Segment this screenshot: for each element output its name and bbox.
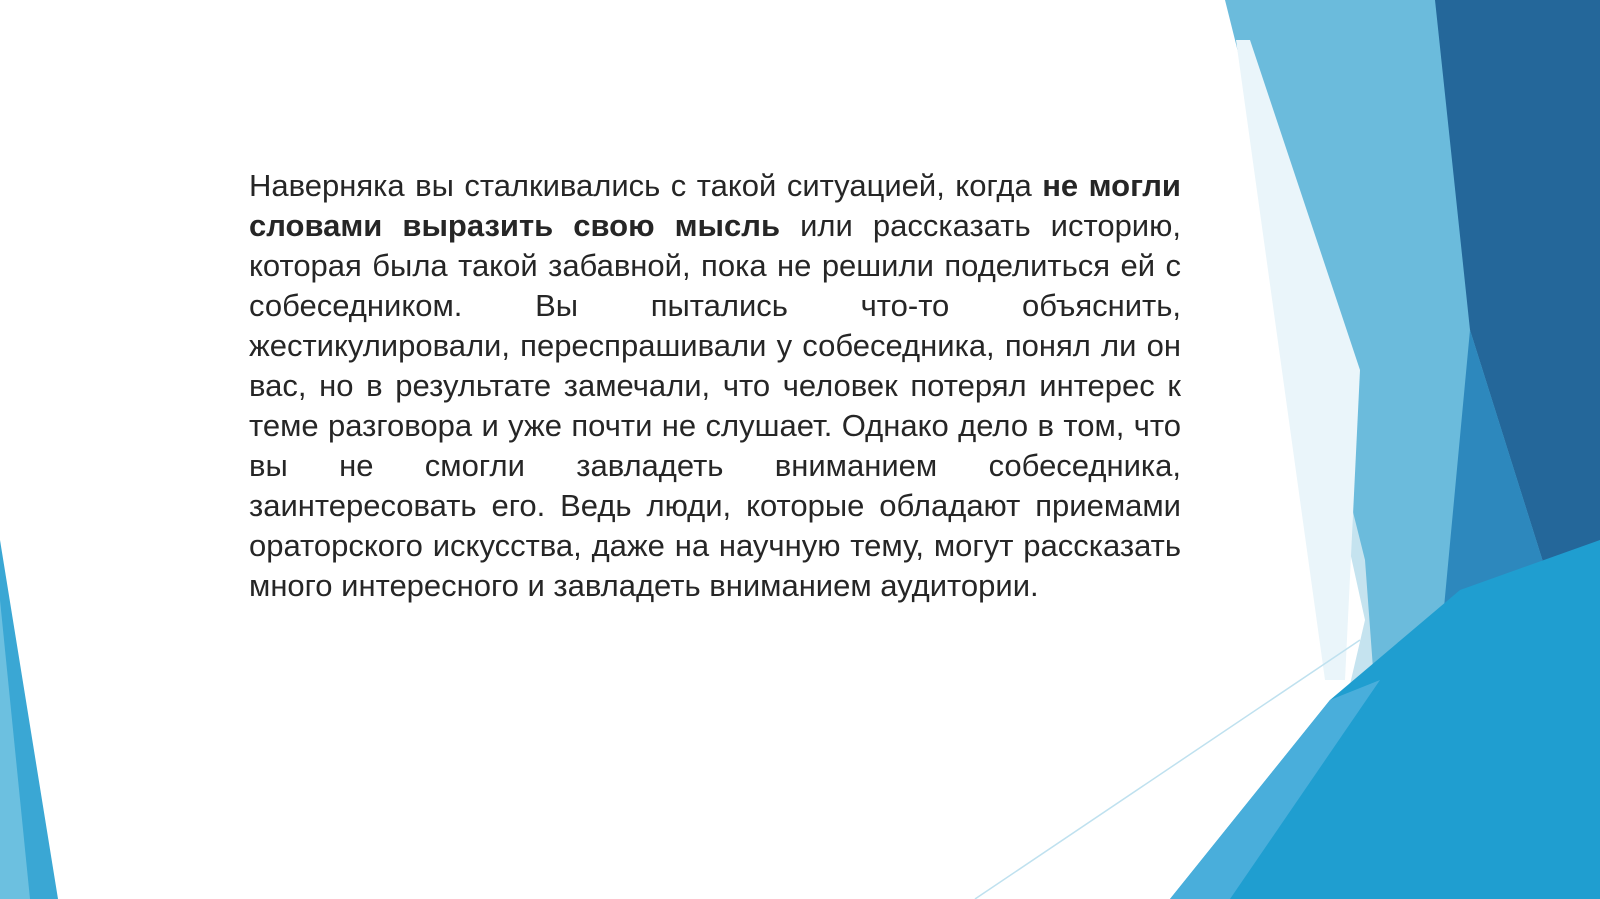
slide-body-text bbox=[249, 166, 1181, 606]
body-text-bold-phrase: не могли словами выразить свою мысль bbox=[249, 168, 1181, 243]
body-text-continuation: или рассказать историю, которая была такой забавной, пока не решили поделиться ей с собеседником. Вы пытались что-то объяснить, жестикулировали, переспрашивали у собеседника, понял ли он вас, но в результате замечали, что человек потерял интерес к теме разговора и уже почти не слушает. Однако дело в том, что вы не смогли завладеть вниманием собеседника, заинтересовать его. Ведь люди, которые обладают приемами ораторского искусства, даже на научную тему, могут рассказать много интересного и завладеть вниманием аудитории. bbox=[249, 208, 1181, 603]
body-text-intro: Наверняка вы сталкивались с такой ситуацией, когда bbox=[249, 168, 1043, 203]
